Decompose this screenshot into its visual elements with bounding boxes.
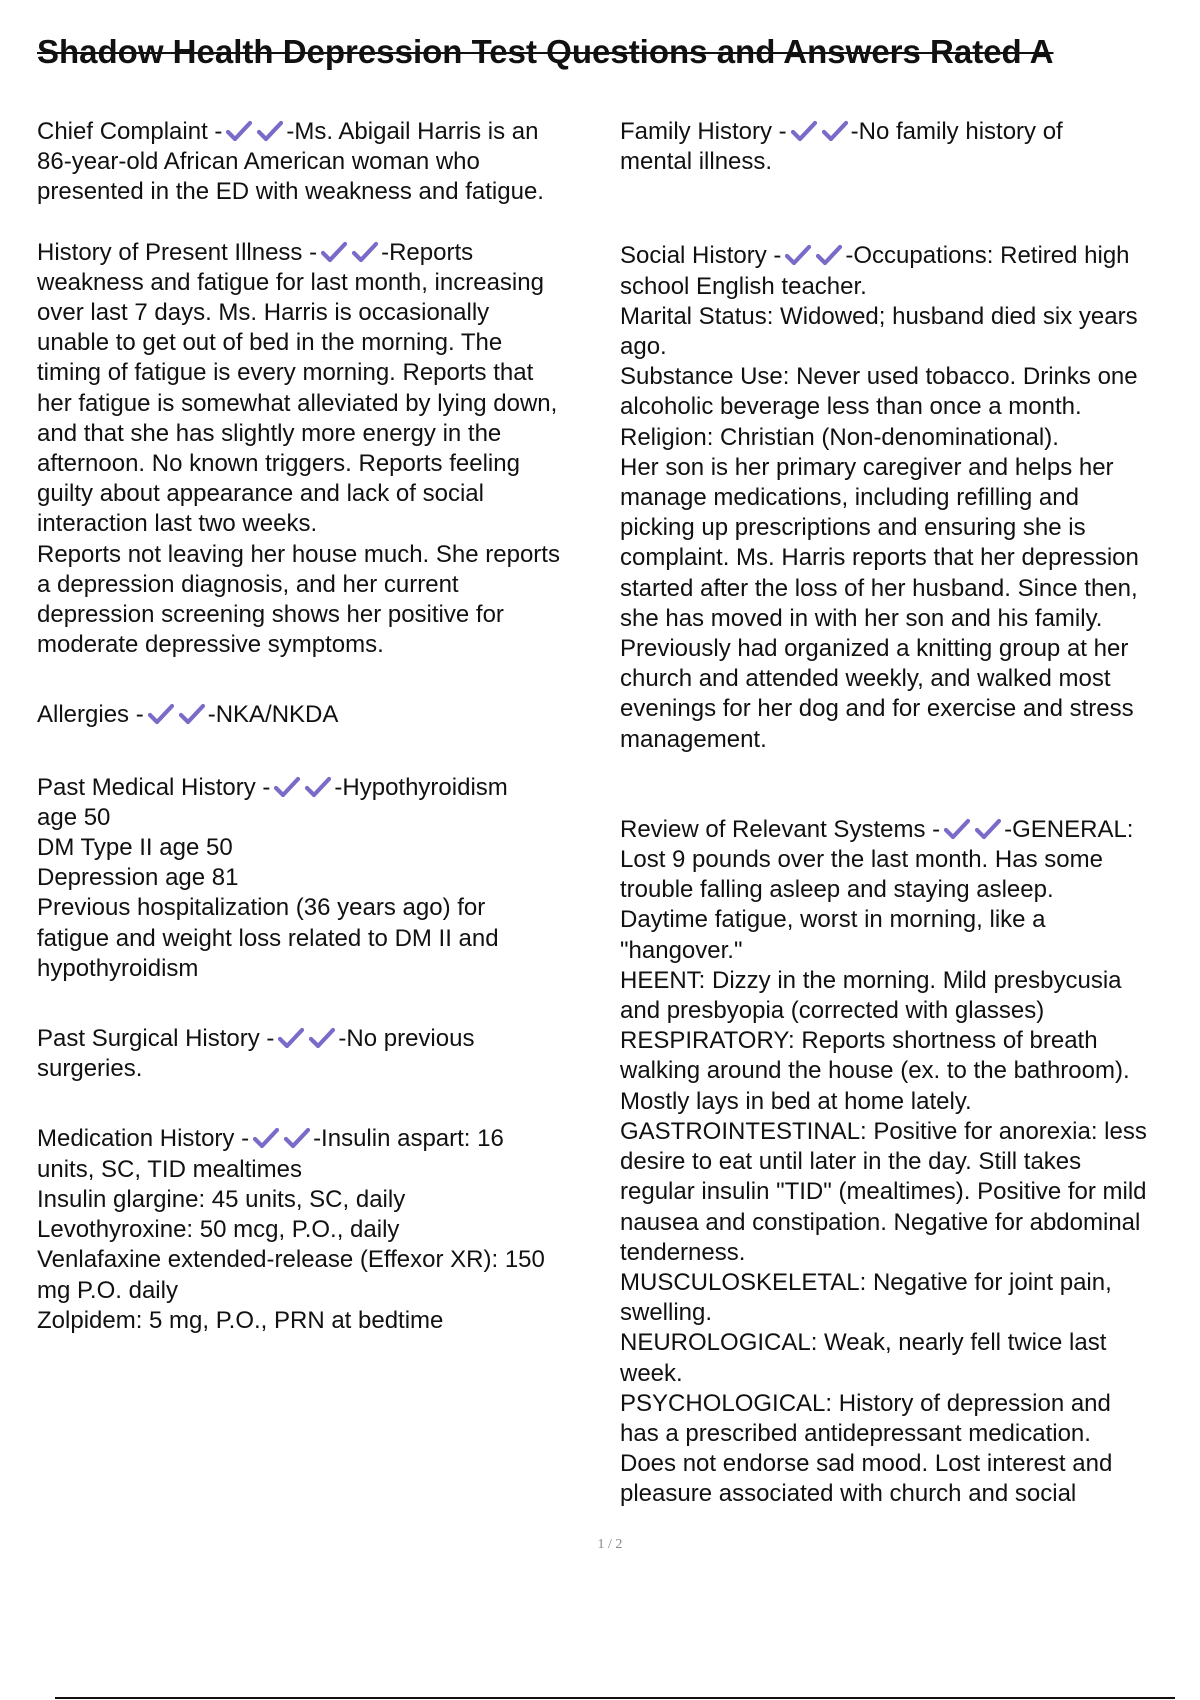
section-text-line: Marital Status: Widowed; husband died six years (620, 302, 1138, 330)
section-text-line: RESPIRATORY: Reports shortness of breath (620, 1027, 1098, 1055)
section-text-line: GASTROINTESTINAL: Positive for anorexia: less (620, 1117, 1147, 1145)
section-first-line (37, 238, 611, 268)
section-spacer (37, 984, 611, 1024)
section-label: Family History - (620, 118, 787, 145)
section-text-line: -Ms. Abigail Harris is an (286, 118, 539, 145)
section-text-line: complaint. Ms. Harris reports that her depression (620, 544, 1139, 572)
section-text-line: evenings for her dog and for exercise and stress (620, 695, 1134, 723)
double-check-icon (321, 241, 379, 263)
section-text-line: weakness and fatigue for last month, increasing (37, 268, 544, 296)
double-check-icon (791, 120, 849, 142)
family-history-section (620, 117, 1195, 177)
section-text-line: -No family history of (850, 118, 1063, 145)
double-check-icon (944, 818, 1002, 840)
section-first-line (620, 815, 1195, 845)
section-spacer (37, 731, 611, 773)
right-column (620, 117, 1195, 1510)
section-label: Social History - (620, 242, 782, 270)
section-label: History of Present Illness - (37, 238, 318, 266)
section-spacer (37, 208, 611, 238)
section-text-line: over last 7 days. Ms. Harris is occasionally (37, 299, 490, 327)
section-text-line: Lost 9 pounds over the last month. Has some (620, 846, 1103, 874)
section-text-line: mg P.O. daily (37, 1276, 178, 1304)
section-text-line: presented in the ED with weakness and fatigue. (37, 178, 544, 206)
section-text-line: management. (620, 725, 767, 753)
section-text-line: age 50 (37, 803, 111, 831)
section-text-line: trouble falling asleep and staying asleep. (620, 876, 1054, 904)
section-first-line (37, 117, 611, 147)
section-text-line: PSYCHOLOGICAL: History of depression and (620, 1389, 1111, 1417)
section-text-line: Substance Use: Never used tobacco. Drinks one (620, 363, 1138, 391)
section-text-line: fatigue and weight loss related to DM II and (37, 924, 499, 952)
section-text-line: -Insulin aspart: 16 (313, 1125, 504, 1153)
section-text-line: -GENERAL: (1004, 815, 1134, 843)
section-label: Review of Relevant Systems - (620, 815, 941, 843)
section-text-line: alcoholic beverage less than once a month. (620, 393, 1082, 421)
section-text-line: pleasure associated with church and social (620, 1480, 1077, 1508)
section-text-line: Venlafaxine extended-release (Effexor XR): 150 (37, 1246, 545, 1274)
section-first-line (37, 1124, 611, 1154)
review-of-systems-section (620, 815, 1195, 1510)
section-text-line: Previously had organized a knitting group at her (620, 635, 1129, 663)
section-spacer (620, 755, 1195, 815)
section-text-line: manage medications, including refilling and (620, 484, 1079, 512)
section-text-line: -NKA/NKDA (207, 701, 339, 729)
chief-complaint-section (37, 117, 611, 208)
section-text-line: ago. (620, 333, 667, 361)
section-text-line: picking up prescriptions and ensuring she is (620, 514, 1086, 542)
present-illness-section (37, 238, 611, 661)
section-text-line: school English teacher. (620, 272, 867, 300)
double-check-icon (274, 776, 332, 798)
section-text-line: has a prescribed antidepressant medication. (620, 1419, 1091, 1447)
section-text-line: Mostly lays in bed at home lately. (620, 1087, 972, 1115)
double-check-icon (278, 1027, 336, 1049)
section-label: Medication History - (37, 1125, 250, 1153)
section-text-line: 86-year-old African American woman who (37, 148, 480, 176)
section-text-line: moderate depressive symptoms. (37, 631, 384, 659)
section-text-line: timing of fatigue is every morning. Reports that (37, 359, 534, 387)
section-text-line: MUSCULOSKELETAL: Negative for joint pain, (620, 1268, 1112, 1296)
section-text-line: Religion: Christian (Non-denominational). (620, 423, 1059, 451)
section-text-line: afternoon. No known triggers. Reports feeling (37, 450, 520, 478)
section-text-line: Previous hospitalization (36 years ago) for (37, 894, 486, 922)
section-text-line: Insulin glargine: 45 units, SC, daily (37, 1185, 406, 1213)
section-text-line: -Reports (381, 238, 474, 266)
section-first-line (37, 700, 611, 730)
section-text-line: week. (620, 1359, 683, 1387)
section-text-line: and that she has slightly more energy in the (37, 419, 502, 447)
section-text-line: "hangover." (620, 936, 743, 964)
section-label: Past Surgical History - (37, 1025, 275, 1053)
section-text-line: -Occupations: Retired high (845, 242, 1130, 270)
section-text-line: Does not endorse sad mood. Lost interest and (620, 1450, 1113, 1478)
allergies-section (37, 700, 611, 730)
medication-history-section (37, 1124, 611, 1335)
section-text-line: Levothyroxine: 50 mcg, P.O., daily (37, 1216, 400, 1244)
section-text-line: a depression diagnosis, and her current (37, 570, 459, 598)
double-check-icon (785, 244, 843, 266)
section-text-line: units, SC, TID mealtimes (37, 1155, 302, 1183)
section-label: Allergies - (37, 701, 144, 729)
section-text-line: Depression age 81 (37, 864, 239, 892)
section-first-line (620, 117, 1195, 147)
section-label: Chief Complaint - (37, 118, 223, 145)
section-spacer (620, 177, 1195, 241)
section-text-line: NEUROLOGICAL: Weak, nearly fell twice last (620, 1329, 1107, 1357)
page-number: 1 / 2 (597, 1537, 623, 1552)
section-text-line: and presbyopia (corrected with glasses) (620, 997, 1045, 1025)
document-title: Shadow Health Depression Test Questions and Answers Rated A (37, 33, 1054, 70)
section-text-line: regular insulin "TID" (mealtimes). Positive for mild (620, 1178, 1147, 1206)
section-text-line: unable to get out of bed in the morning. The (37, 329, 503, 357)
section-text-line: nausea and constipation. Negative for abdominal (620, 1208, 1141, 1236)
section-text-line: church and attended weekly, and walked most (620, 665, 1111, 693)
section-text-line: -Hypothyroidism (334, 773, 508, 801)
past-medical-history-section (37, 773, 611, 984)
section-text-line: hypothyroidism (37, 954, 199, 982)
section-text-line: tenderness. (620, 1238, 746, 1266)
page-bottom-rule (55, 1697, 1175, 1699)
social-history-section (620, 241, 1195, 754)
section-text-line: swelling. (620, 1299, 713, 1327)
section-text-line: desire to eat until later in the day. Still takes (620, 1148, 1082, 1176)
section-text-line: Reports not leaving her house much. She reports (37, 540, 560, 568)
section-text-line: guilty about appearance and lack of social (37, 480, 484, 508)
section-text-line: depression screening shows her positive for (37, 601, 504, 629)
double-check-icon (226, 120, 284, 142)
section-text-line: she has moved in with her son and his family. (620, 604, 1103, 632)
double-check-icon (253, 1127, 311, 1149)
section-text-line: Zolpidem: 5 mg, P.O., PRN at bedtime (37, 1306, 444, 1334)
section-text-line: started after the loss of her husband. Since then, (620, 574, 1138, 602)
section-text-line: -No previous (338, 1025, 475, 1053)
section-first-line (37, 1024, 611, 1054)
section-text-line: DM Type II age 50 (37, 834, 233, 862)
section-text-line: her fatigue is somewhat alleviated by lying down, (37, 389, 558, 417)
section-first-line (37, 773, 611, 803)
past-surgical-history-section (37, 1024, 611, 1084)
section-text-line: interaction last two weeks. (37, 510, 318, 538)
section-text-line: walking around the house (ex. to the bathroom). (620, 1057, 1130, 1085)
double-check-icon (148, 703, 206, 725)
section-label: Past Medical History - (37, 773, 271, 801)
section-spacer (37, 660, 611, 700)
section-text-line: HEENT: Dizzy in the morning. Mild presbycusia (620, 966, 1122, 994)
section-text-line: Daytime fatigue, worst in morning, like a (620, 906, 1046, 934)
section-text-line: mental illness. (620, 148, 773, 176)
left-column (37, 117, 611, 1336)
section-spacer (37, 1084, 611, 1124)
section-text-line: surgeries. (37, 1055, 143, 1083)
section-first-line (620, 241, 1195, 271)
section-text-line: Her son is her primary caregiver and helps her (620, 453, 1114, 481)
